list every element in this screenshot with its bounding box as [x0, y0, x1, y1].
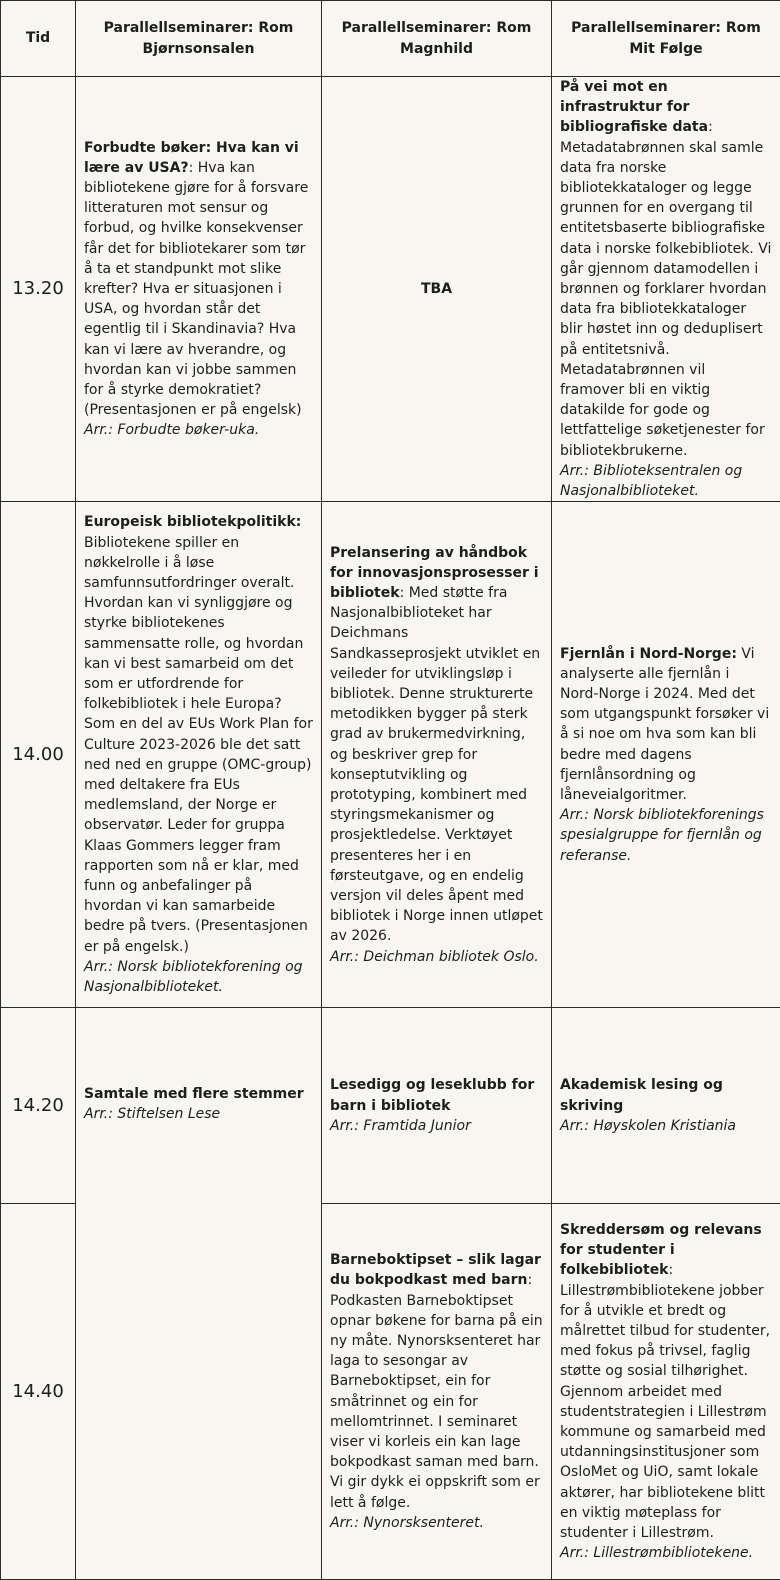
header-bjornsonsalen: Parallellseminarer: Rom Bjørnsonsalen — [76, 1, 322, 77]
session-title: Forbudte bøker: Hva kan vi lære av USA? — [84, 139, 299, 176]
session-organizer: Arr.: Biblioteksentralen og Nasjonalbiblioteket. — [560, 462, 743, 500]
session-cell-tba: TBA — [322, 77, 552, 502]
session-organizer: Arr.: Nynorsksenteret. — [330, 1514, 484, 1531]
session-description: : Lillestrømbibliotekene jobber for å utvikle et bredt og målrettet tilbud for studenter, med fokus på trivsel, faglig støtte og sosial tilhørighet. Gjennom arbeidet med studentstrategien i Lillestrøm kommune og samarbeid med utdanningsinstitusjoner som OsloMet og UiO, samt lokale aktører, har bibliotekene blitt en viktig møteplass for studenter i Lillestrøm. — [560, 1262, 771, 1541]
session-description: : Podkasten Barneboktipset opnar bøkene for barna på ein ny måte. Nynorsksenteret har laga to sesongar av Barneboktipset, ein for småtrinnet og ein for mellomtrinnet. I seminaret viser vi korleis ein kan lage bokpodkast saman med barn. Vi gir dykk ei oppskrift som er lett å følge. — [330, 1272, 543, 1511]
session-organizer: Arr.: Framtida Junior — [330, 1117, 471, 1134]
session-cell — [322, 1204, 552, 1580]
session-cell — [76, 502, 322, 1008]
session-title: Prelansering av håndbok for innovasjonsprosesser i bibliotek — [330, 544, 539, 602]
session-organizer: Arr.: Stiftelsen Lese — [84, 1106, 221, 1123]
header-row — [1, 1, 780, 77]
session-organizer: Arr.: Høyskolen Kristiania — [560, 1117, 737, 1134]
session-cell — [552, 1204, 780, 1580]
header-magnhild: Parallellseminarer: Rom Magnhild — [322, 1, 552, 77]
session-cell — [552, 77, 780, 502]
session-title: Fjernlån i Nord-Norge: — [560, 645, 737, 662]
time-cell: 14.40 — [1, 1204, 76, 1580]
session-cell — [322, 502, 552, 1008]
session-organizer: Arr.: Forbudte bøker-uka. — [84, 422, 260, 439]
session-organizer: Arr.: Norsk bibliotekforenings spesialgruppe for fjernlån og referanse. — [560, 807, 764, 864]
header-time: Tid — [1, 1, 76, 77]
session-cell — [76, 77, 322, 502]
session-description: : Hva kan bibliotekene gjøre for å forsvare litteraturen mot sensur og forbud, og hvilke konsekvenser får det for bibliotekarer som tør å ta et standpunkt mot slike krefter? Hva er situasjonen i USA, og hvordan står det egentlig til i Skandinavia? Hva kan vi lære av hverandre, og hvordan kan vi jobbe sammen for å styrke demokratiet? (Presentasjonen er på engelsk) — [84, 159, 309, 419]
session-title: Barneboktipset – slik lagar du bokpodkast med barn — [330, 1252, 541, 1289]
session-organizer: Arr.: Lillestrømbibliotekene. — [560, 1545, 754, 1562]
session-organizer: Arr.: Deichman bibliotek Oslo. — [330, 948, 539, 965]
session-description: : Metadatabrønnen skal samle data fra norske bibliotekkataloger og legge grunnen for en overgang til entitetsbaserte bibliografiske data i norske folkebibliotek. Vi går gjennom datamodellen i brønnen og forklarer hvordan data fra bibliotekkataloger blir høstet inn og deduplisert på entitetsnivå. — [560, 119, 772, 358]
session-cell — [552, 1008, 780, 1204]
session-cell — [322, 1008, 552, 1204]
session-description-2: Metadatabrønnen vil framover bli en viktig datakilde for gode og lettfattelige søketjenester for bibliotekbrukerne. — [560, 361, 765, 459]
time-cell: 14.20 — [1, 1008, 76, 1204]
header-mit-folge: Parallellseminarer: Rom Mit Følge — [552, 1, 780, 77]
table-row — [1, 502, 780, 1008]
session-description: Bibliotekene spiller en nøkkelrolle i å løse samfunnsutfordringer overalt. Hvordan kan vi synliggjøre og styrke bibliotekenes sammensatte rolle, og hvordan kan vi best samarbeid om det som er utfordrende for folkebibliotek i hele Europa? Som en del av EUs Work Plan for Culture 2023-2026 ble det satt ned ned en gruppe (OMC-group) med deltakere fra EUs medlemsland, der Norge er observatør. Leder for gruppa Klaas Gommers legger fram rapporten som nå er klar, med funn og anbefalinger på hvordan vi kan samarbeide bedre på tvers. (Presentasjonen er på engelsk.) — [84, 534, 313, 955]
session-title: Europeisk bibliotekpolitikk: — [84, 514, 302, 531]
table-row — [1, 1008, 780, 1204]
time-cell: 14.00 — [1, 502, 76, 1008]
session-description: : Med støtte fra Nasjonalbiblioteket har Deichmans Sandkasseprosjekt utviklet en veileder for utviklingsløp i bibliotek. Denne strukturerte metodikken bygger på sterk grad av brukermedvirkning, og beskriver grep for konseptutvikling og prototyping, kombinert med styringsmekanismer og prosjektledelse. Verktøyet presenteres her i en førsteutgave, og en endelig versjon vil deles åpent med bibliotek i Norge innen utløpet av 2026. — [330, 585, 543, 945]
session-title: Skreddersøm og relevans for studenter i folkebibliotek — [560, 1221, 762, 1279]
session-description: Vi analyserte alle fjernlån i Nord-Norge i 2024. Med det som utgangspunkt forsøker vi å si noe om hva som kan bli bedre med dagens fjernlånsordning og låneveialgoritmer. — [560, 645, 770, 804]
time-cell: 13.20 — [1, 77, 76, 502]
session-title: På vei mot en infrastruktur for bibliografiske data — [560, 79, 709, 136]
session-title: Akademisk lesing og skriving — [560, 1077, 723, 1114]
session-title: Samtale med flere stemmer — [84, 1086, 304, 1103]
session-organizer: Arr.: Norsk bibliotekforening og Nasjonalbiblioteket. — [84, 958, 303, 995]
table-row — [1, 77, 780, 502]
session-title: Lesedigg og leseklubb for barn i bibliotek — [330, 1077, 535, 1114]
session-cell — [76, 1008, 322, 1580]
session-cell — [552, 502, 780, 1008]
